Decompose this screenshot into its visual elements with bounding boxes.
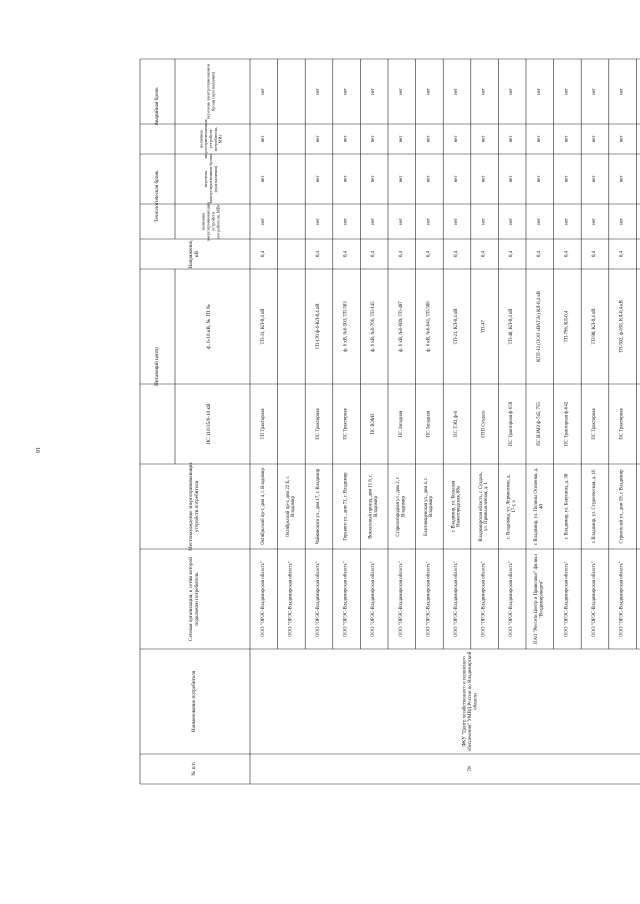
cell-voltage: 0,4 [260, 251, 266, 257]
cell-network: ООО "ОРЭС-Владимирская область" [592, 561, 597, 637]
cell-tech_list: нет [481, 175, 487, 183]
cell-feeder: ф. 6 кВ, №6-766, ТП-145 [371, 301, 377, 352]
cell-feeder: ф. 6 кВ, №6-503, ТП-503 [343, 301, 349, 352]
cell-network: ООО "ОРЭС-Владимирская область" [481, 561, 487, 637]
page-number: 16 [34, 447, 40, 453]
cell-emerg: нет [426, 135, 432, 143]
cell-emerg_list: нет [454, 88, 459, 95]
cell-voltage: 0,4 [481, 251, 487, 257]
cell-tech: нет [316, 218, 321, 225]
cell-voltage: 0,4 [536, 251, 542, 257]
cell-location: г. Владимир, ул. БольшаяНижегородская, 88а [451, 480, 462, 533]
cell-emerg: нет [564, 135, 570, 143]
cell-location: Вокзальный проезд, дом 11 б, г.Владимир [368, 474, 379, 539]
cell-network: ПАО "Россети Центр и Приволжье" филиал"Владимирэнерго" [534, 554, 545, 644]
cell-tech: нет [481, 218, 487, 225]
cell-ps: ПС Тракторная [592, 408, 597, 440]
cell-tech: нет [564, 218, 570, 225]
cell-ps: ПС ВЭМЗ ф-745, 755 [536, 402, 542, 446]
cell-network: ООО "ОРЭС-Владимирская область" [316, 561, 321, 637]
cell-network: ООО "ОРЭС-Владимирская область" [426, 561, 432, 637]
cell-location: г. Владимир, ул. Полины Осипенко, д.40 [534, 467, 545, 546]
cell-network: ООО "ОРЭС-Владимирская область" [260, 561, 266, 637]
cell-tech: нет [454, 218, 459, 225]
cell-tech_list: нет [426, 175, 432, 183]
cell-tech: нет [343, 218, 349, 225]
cell-voltage: 0,4 [564, 251, 570, 257]
cell-voltage: 0,4 [343, 251, 349, 257]
cell-ps: ГПП Суздаль [481, 410, 487, 438]
header-location: Местонахождение энергопринимающихустройств потребителя [188, 462, 200, 551]
header-emerg-armor: Аварийная бронь [154, 87, 160, 126]
cell-ps: ПС Западная [398, 410, 404, 438]
header-consumer: Наименование потребителя [191, 670, 197, 733]
cell-emerg_list: нет [316, 88, 321, 95]
cell-ps: ПС Тракторная [316, 408, 321, 440]
cell-emerg: нет [316, 135, 321, 143]
header-power-center: Питающий центр [154, 347, 160, 386]
cell-ps: ТП Тракторная [260, 408, 266, 440]
cell-location: г. Владимир, ул. Лермонтова, д.17-г, а [506, 474, 517, 539]
cell-feeder: ф. 6 кВ, №6-609, ТП-487 [398, 301, 404, 352]
cell-emerg: нет [536, 135, 542, 143]
cell-network: ООО "ОРЭС-Владимирская область" [509, 561, 515, 637]
cell-tech: нет [398, 218, 404, 225]
cell-network: ООО "ОРЭС-Владимирская область" [343, 561, 349, 637]
cell-voltage: 0,4 [398, 251, 404, 257]
cell-feeder: ТП-502, ф-658, КЛ-0,4 кВ [619, 300, 625, 353]
cell-feeder: ТП-23, КЛ-0,4 кВ [454, 308, 459, 345]
cell-emerg: нет [260, 135, 266, 143]
cell-tech: нет [371, 218, 377, 225]
cell-feeder: КТП-12 (ООО «ВАТЭ») КЛ-0,4 кВ [536, 291, 542, 362]
cell-tech_list: нет [371, 175, 377, 183]
cell-tech_list: нет [316, 175, 321, 183]
cell-emerg_list: нет [426, 88, 432, 95]
cell-emerg_list: нет [509, 88, 515, 95]
header-network: Сетевая организация, к сетям которойподключен потребитель [188, 556, 200, 642]
cell-emerg: нет [454, 135, 459, 143]
cell-feeder: ТП-31, КЛ-0,4 кВ [260, 308, 266, 345]
cell-tech_list: нет [398, 175, 404, 183]
cell-ps: ПС Западная [426, 410, 432, 438]
cell-ps: ПС ВЭМЗ [371, 413, 377, 435]
cell-emerg_list: нет [564, 88, 570, 95]
cell-tech: нет [619, 218, 625, 225]
header-tech-list: переченьэлектроприемников брони(при наличии) [203, 154, 218, 204]
cell-tech: нет [509, 218, 515, 225]
header-tech-value: величинаэнергопринимающихустройствпотребителя, МВт [200, 201, 221, 242]
cell-network: ООО "ОРЭС-Владимирская область" [398, 561, 404, 637]
cell-network: ООО "ОРЭС-Владимирская область" [564, 561, 570, 637]
cell-location: Октябрьский пр-т, дом 22 Б, г.Владимир [285, 475, 297, 538]
header-feeder: ф. 6-10 кВ, № ТП № [206, 304, 212, 349]
cell-ps: ПС Тракторная [343, 408, 349, 440]
cell-emerg_list: нет [481, 88, 487, 95]
header-emerg-list: перечень электроприемниковброни (при наличии) [205, 64, 216, 119]
cell-ps: ПС Тракторная [619, 408, 625, 440]
cell-tech_list: нет [454, 175, 459, 183]
cell-voltage: 0,4 [316, 251, 321, 257]
cell-tech_list: нет [343, 175, 349, 183]
cell-emerg_list: нет [371, 88, 377, 95]
cell-tech: нет [426, 218, 432, 225]
header-voltage: Напряжение,кВ [188, 239, 200, 269]
cell-voltage: 0,4 [619, 251, 625, 257]
cell-emerg_list: нет [398, 88, 404, 95]
cell-emerg: нет [481, 135, 487, 143]
cell-voltage: 0,4 [426, 251, 432, 257]
cell-feeder: ТП-90, КЛ-0,4 кВ [592, 308, 597, 345]
cell-network: ООО "ОРЭС-Владимирская область" [288, 561, 294, 637]
cell-location: Октябрьский пр-т, дом 4, г. Владимир [260, 468, 266, 545]
cell-tech_list: нет [564, 175, 570, 183]
cell-voltage: 0,4 [371, 251, 377, 257]
cell-emerg: нет [619, 135, 625, 143]
group-num: 78 [466, 766, 473, 772]
cell-location: Владимирская область, г. Суздаль,ул. Промышленная, д. 1 [478, 471, 490, 542]
cell-tech_list: нет [536, 175, 542, 183]
cell-tech_list: нет [509, 175, 515, 183]
cell-emerg: нет [592, 135, 597, 143]
cell-tech_list: нет [592, 175, 597, 183]
cell-voltage: 0,4 [592, 251, 597, 257]
cell-emerg_list: нет [536, 88, 542, 95]
cell-location: Горького ул., дом 71, г. Владимир [343, 472, 349, 541]
cell-location: г. Владимир, ул. Студенческая, д. 16 [592, 469, 597, 544]
cell-emerg: нет [509, 135, 515, 143]
group-consumer: ФКУ "Центр хозяйственного и сервисногообеспечения" УМВД России по Владимирскойобласти [462, 651, 479, 752]
header-num: № п/п [191, 762, 197, 776]
cell-ps: ПС Тракторная ф-642 [564, 401, 570, 447]
header-tech-armor: Технологическая бронь [154, 170, 160, 223]
cell-location: Старозагородная ул., дом 2, г.Владимир [396, 476, 407, 537]
cell-feeder: ТП-170 ф-6-КЛ-0,4 кВ [316, 303, 321, 350]
cell-emerg_list: нет [592, 88, 597, 95]
cell-ps: ПС Тракторная ф-659 [509, 401, 515, 447]
cell-feeder: ТП-47 [481, 320, 487, 333]
cell-emerg: нет [371, 135, 377, 143]
cell-voltage: 0,4 [454, 251, 459, 257]
cell-voltage: 0,4 [509, 251, 515, 257]
cell-emerg_list: нет [619, 88, 625, 95]
cell-network: ООО "ОРЭС-Владимирская область" [454, 561, 459, 637]
cell-network: ООО "ОРЭС-Владимирская область" [371, 561, 377, 637]
cell-emerg_list: нет [343, 88, 349, 95]
cell-tech: нет [592, 218, 597, 225]
cell-feeder: ф. 6 кВ, №6-641, ТП-586 [426, 301, 432, 352]
cell-feeder: ТП-796, КЛ-0,4 [564, 310, 570, 343]
cell-location: г. Владимир, ул. Бакунина, д. 30 [564, 473, 570, 540]
cell-tech: нет [536, 218, 542, 225]
cell-emerg: нет [398, 135, 404, 143]
cell-location: Благовещенская ул., дом 4, г.Владимир [423, 477, 435, 536]
cell-location: Строителей ул., дом 19, г. Владимир [619, 469, 625, 544]
cell-location: Чайковского ул., дом 17, г. Владимир [316, 468, 321, 545]
cell-tech_list: нет [260, 175, 266, 183]
cell-ps: ПС ТЭЦ ф-8 [454, 411, 459, 437]
header-emerg-value: величинаэнергопринимающихустройствпотребителя,МВт [198, 119, 223, 159]
header-ps: ПС 110/35/6-10 кВ [206, 403, 212, 445]
cell-feeder: ТП-40, КЛ-0,4 кВ [509, 308, 515, 345]
cell-tech_list: нет [619, 175, 625, 183]
cell-emerg_list: нет [260, 88, 266, 95]
cell-tech: нет [260, 218, 266, 225]
cell-emerg: нет [343, 135, 349, 143]
cell-network: ООО "ОРЭС-Владимирская область" [619, 561, 625, 637]
